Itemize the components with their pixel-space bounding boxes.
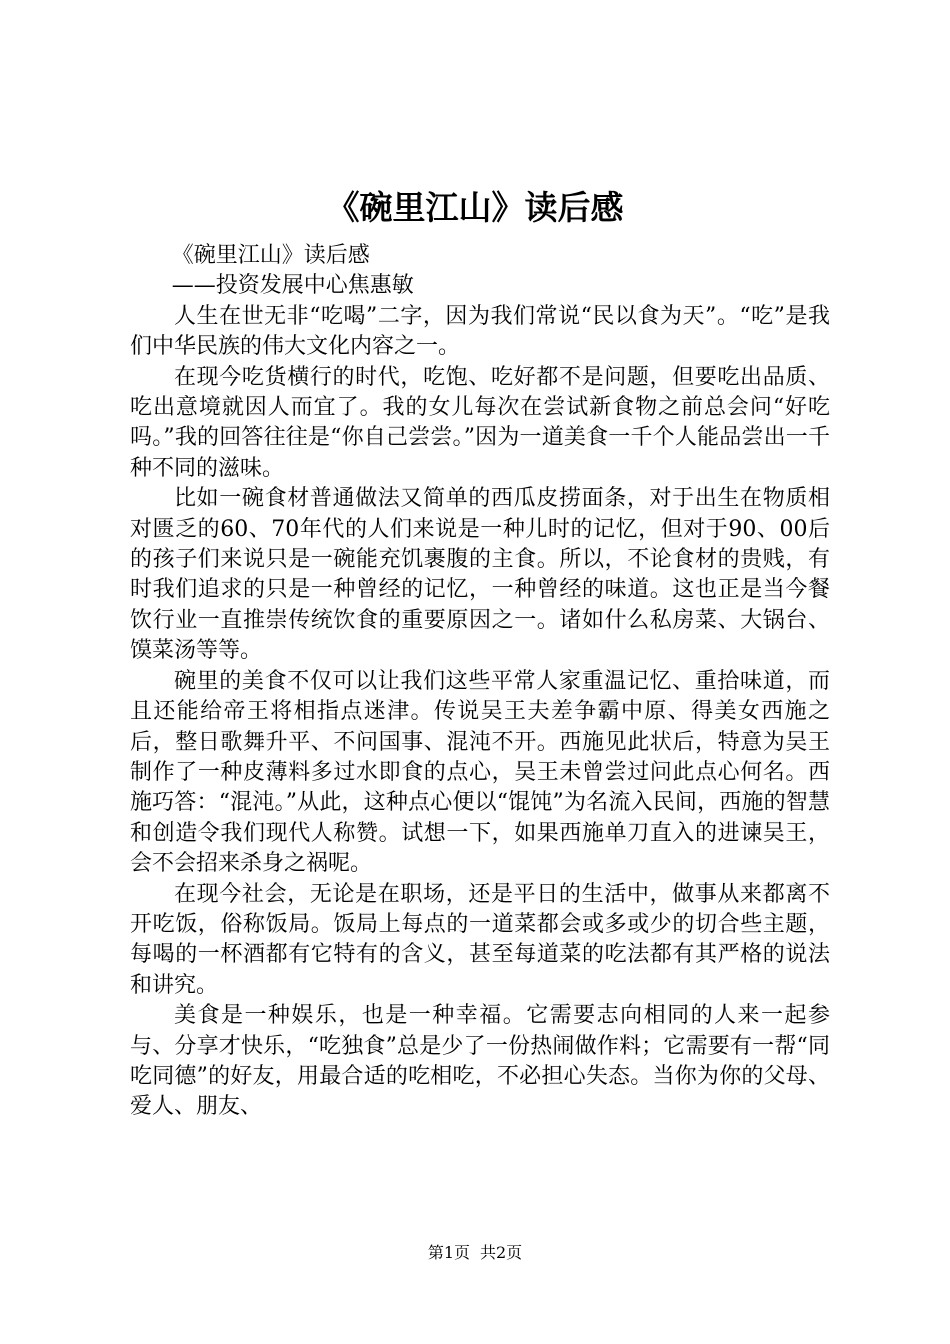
document-body: [130, 241, 830, 1123]
paragraph: 比如一碗食材普通做法又简单的西瓜皮捞面条，对于出生在物质相对匮乏的60、70年代的人们来说是一种儿时的记忆，但对于90、00后的孩子们来说只是一碗能充饥裹腹的主食。所以，不论食材的贵贱，有时我们追求的只是一种曾经的记忆，一种曾经的味道。这也正是当今餐饮行业一直推崇传统饮食的重要原因之一。诸如什么私房菜、大锅台、馍菜汤等等。: [130, 486, 830, 664]
paragraph: 碗里的美食不仅可以让我们这些平常人家重温记忆、重拾味道，而且还能给帝王将相指点迷津。传说吴王夫差争霸中原、得美女西施之后，整日歌舞升平、不问国事、混沌不开。西施见此状后，特意为吴王制作了一种皮薄料多过水即食的点心，吴王未曾尝过问此点心何名。西施巧答：“混沌。”从此，这种点心便以“馄饨”为名流入民间，西施的智慧和创造令我们现代人称赞。试想一下，如果西施单刀直入的进谏吴王，会不会招来杀身之祸呢。: [130, 668, 830, 877]
page-total: 共2页: [480, 1243, 523, 1262]
paragraph-subtitle: 《碗里江山》读后感: [171, 243, 370, 268]
paragraph: 在现今社会，无论是在职场，还是平日的生活中，做事从来都离不开吃饭，俗称饭局。饭局上每点的一道菜都会或多或少的切合些主题，每喝的一杯酒都有它特有的含义，甚至每道菜的吃法都有其严格的说法和讲究。: [130, 881, 830, 998]
paragraph: 美食是一种娱乐，也是一种幸福。它需要志向相同的人来一起参与、分享才快乐，“吃独食”总是少了一份热闹做作料；它需要有一帮“同吃同德”的好友，用最合适的吃相吃，不必担心失态。当你为你的父母、爱人、朋友、: [130, 1003, 830, 1120]
paragraph: 在现今吃货横行的时代，吃饱、吃好都不是问题，但要吃出品质、吃出意境就因人而宜了。我的女儿每次在尝试新食物之前总会问“好吃吗。”我的回答往往是“你自己尝尝。”因为一道美食一千个人能品尝出一千种不同的滋味。: [130, 364, 830, 481]
document-title: 《碗里江山》读后感: [326, 188, 624, 227]
page-number: 第1页: [427, 1243, 470, 1262]
paragraph: 人生在世无非“吃喝”二字，因为我们常说“民以食为天”。“吃”是我们中华民族的伟大文化内容之一。: [130, 303, 831, 360]
paragraph-author: ——投资发展中心焦惠敏: [171, 273, 414, 299]
page-footer: [0, 1242, 950, 1264]
